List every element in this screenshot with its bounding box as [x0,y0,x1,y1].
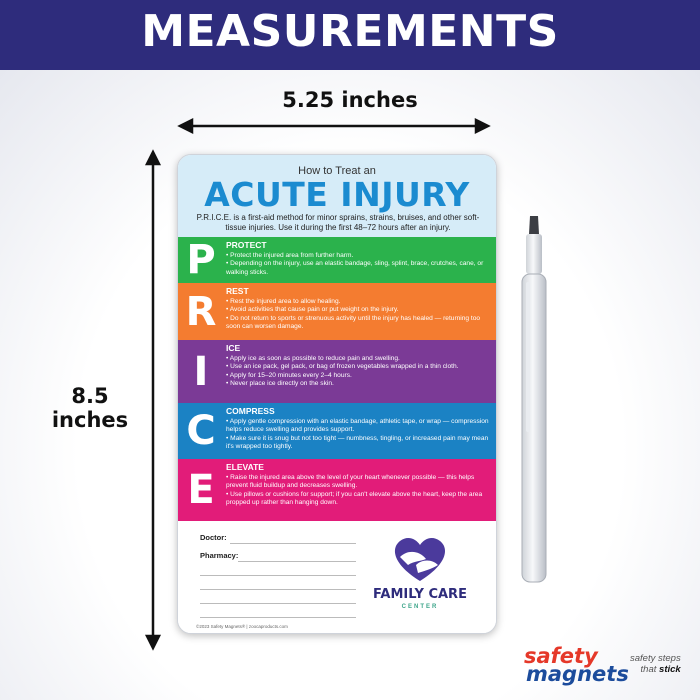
magnet-header [178,155,496,237]
section-heading: REST [226,286,249,296]
section-line: • Make sure it is snug but not too tight — numbness, tingling, or increased pain may mean it's wrapped too tightly. [226,434,489,451]
logo-subtitle: CENTER [401,604,439,610]
section-line: • Use an ice pack, gel pack, or bag of frozen vegetables wrapped in a thin cloth. [226,363,459,371]
section-heading: PROTECT [226,240,267,250]
heart-hands-icon [364,529,476,585]
section-compress [178,403,496,459]
logo-name: FAMILY CARE [373,587,467,602]
section-line: • Depending on the injury, use an elastic bandage, sling, splint, brace, crutches, cane, or walking sticks. [226,260,484,276]
section-ice [178,340,496,403]
section-line: • Apply ice as soon as possible to reduce pain and swelling. [226,355,400,362]
pen-icon [512,212,562,602]
section-line: • Apply for 15–20 minutes every 2–4 hours. [226,371,352,379]
magnet-intro: P.R.I.C.E. is a first-aid method for minor sprains, strains, bruises, and other soft-tissue injuries. Use it during the first 48–72 hours after an injury. [196,213,480,232]
note-line [200,575,356,576]
note-line [200,589,356,590]
brand-logo-top: safety [524,644,598,668]
section-line: • Never place ice directly on the skin. [226,380,334,388]
section-elevate [178,459,496,521]
doctor-label: Doctor: [200,533,227,542]
section-letter: I [193,348,209,395]
pharmacy-line [238,561,356,562]
brand-tagline [630,653,681,675]
section-line: • Raise the injured area above the level of your heart whenever possible — this helps prevent fluid buildup and decreases swelling. [226,474,475,490]
section-heading: ICE [226,343,241,353]
section-line: • Rest the injured area to allow healing. [226,298,341,305]
family-care-logo [364,529,476,625]
tagline-word-that: that [640,664,657,675]
magnet-footer [178,521,496,633]
height-label: 8.5 inches [51,384,129,432]
section-line: • Avoid activities that cause pain or put weight on the injury. [226,306,399,314]
magnet-title: ACUTE INJURY [204,175,470,214]
brand-logo [524,644,629,686]
section-line: • Do not return to sports or strenuous activity until the injury has healed — returning too soon can worsen damage. [226,314,481,331]
note-line [200,603,356,604]
section-heading: ELEVATE [226,462,264,472]
note-line [200,617,356,618]
brand-logo-bottom: magnets [526,662,629,686]
section-protect [178,237,496,283]
section-letter: P [186,237,216,283]
tagline-word-stick: stick [659,664,681,675]
section-line: • Protect the injured area from further harm. [226,252,354,259]
width-label: 5.25 inches [282,88,418,112]
section-letter: C [186,408,216,454]
section-rest [178,283,496,340]
page-title: MEASUREMENTS [141,6,559,57]
tagline-line1: safety steps [630,653,681,664]
section-heading: COMPRESS [226,406,275,416]
safety-magnets-brand [524,645,700,695]
section-line: • Apply gentle compression with an elastic bandage, athletic tape, or wrap — compression helps reduce swelling and provides support. [226,418,489,434]
copyright-text: ©2023 Safety Magnets® | zoocaproducts.com [196,624,288,629]
section-line: • Use pillows or cushions for support; if you can't elevate above the heart, keep the area propped up rather than hanging down. [226,490,483,507]
section-letter: R [185,288,217,335]
section-letter: E [187,467,215,513]
pharmacy-label: Pharmacy: [200,551,239,560]
magnet-kicker: How to Treat an [298,165,376,177]
price-magnet [177,154,497,634]
doctor-line [230,543,356,544]
